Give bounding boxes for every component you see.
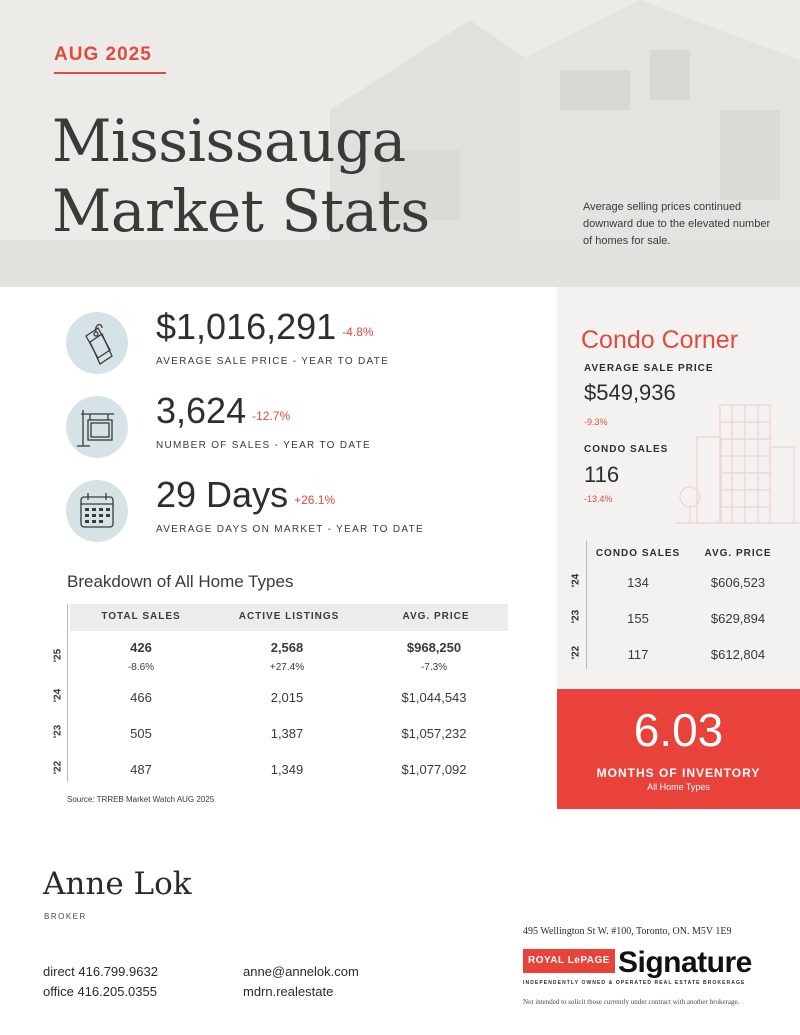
cell-avg-price-change: -7.3% — [420, 662, 448, 673]
stat-change: -12.7% — [252, 409, 291, 423]
column-header-avg-price: AVG. PRICE — [402, 611, 470, 622]
stat-label: AVERAGE DAYS ON MARKET - YEAR TO DATE — [156, 524, 424, 535]
table-header-row — [70, 604, 508, 631]
stat-change: +26.1% — [294, 493, 336, 507]
stat-value: 29 Days +26.1% — [156, 474, 336, 515]
stat-change: -4.8% — [342, 325, 374, 339]
condo-column-header-avg-price: AVG. PRICE — [704, 548, 772, 559]
inventory-label: MONTHS OF INVENTORY — [596, 766, 761, 780]
cell-total-sales-change: -8.6% — [127, 662, 155, 673]
row-year: '24 — [570, 573, 582, 588]
cell-total-sales: 505 — [130, 726, 152, 741]
agent-role: BROKER — [44, 912, 87, 921]
agent-name: Anne Lok — [43, 866, 192, 902]
disclaimer: Not intended to solicit those currently under contract with another brokerage. — [523, 998, 740, 1006]
brokerage-address: 495 Wellington St W. #100, Toronto, ON. M5V 1E9 — [523, 926, 732, 937]
cell-condo-sales: 117 — [627, 647, 649, 662]
cell-condo-avg-price: $629,894 — [710, 611, 766, 626]
cell-condo-sales: 134 — [627, 575, 649, 590]
row-year: '22 — [52, 760, 64, 775]
stat-number-of-sales — [66, 390, 536, 466]
breakdown-title: Breakdown of All Home Types — [67, 572, 294, 591]
row-year: '22 — [570, 645, 582, 660]
months-of-inventory-box — [557, 689, 800, 809]
condo-table-divider — [586, 541, 587, 669]
cell-active-listings: 2,568 — [270, 640, 304, 655]
condo-column-header-sales: CONDO SALES — [595, 548, 681, 559]
market-summary-note: Average selling prices continued downward due to the elevated number of homes for sale. — [583, 201, 771, 247]
cell-condo-sales: 155 — [627, 611, 649, 626]
sale-sign-icon — [66, 396, 128, 458]
stat-average-sale-price — [66, 306, 536, 382]
office-phone-link[interactable]: office 416.205.0355 — [43, 984, 157, 999]
stat-label: NUMBER OF SALES - YEAR TO DATE — [156, 440, 371, 451]
condo-sales-label: CONDO SALES — [584, 444, 669, 455]
cell-avg-price: $1,057,232 — [401, 726, 467, 741]
website-link[interactable]: mdrn.realestate — [243, 984, 334, 999]
page-title — [52, 106, 430, 246]
cell-avg-price: $1,077,092 — [401, 762, 467, 777]
brokerage-logo-name: Signature — [618, 946, 752, 979]
condo-avg-price-change: -9.3% — [584, 417, 608, 427]
title-line-1: Mississauga — [52, 107, 406, 175]
cell-total-sales: 426 — [130, 640, 152, 655]
email-link[interactable]: anne@annelok.com — [243, 964, 359, 979]
cell-total-sales: 466 — [130, 690, 152, 705]
column-header-active-listings: ACTIVE LISTINGS — [238, 611, 340, 622]
cell-total-sales: 487 — [130, 762, 152, 777]
stat-value: 3,624 -12.7% — [156, 390, 291, 431]
title-line-2: Market Stats — [52, 177, 430, 245]
row-year: '23 — [570, 609, 582, 624]
condo-sales-change: -13.4% — [584, 494, 613, 504]
inventory-subtitle: All Home Types — [647, 782, 710, 792]
row-year: '25 — [52, 648, 64, 663]
date-underline — [54, 72, 166, 74]
stat-label: AVERAGE SALE PRICE - YEAR TO DATE — [156, 356, 390, 367]
condo-corner-title: Condo Corner — [581, 326, 739, 354]
cell-condo-avg-price: $612,804 — [710, 647, 766, 662]
data-source-note: Source: TRREB Market Watch AUG 2025 — [67, 795, 215, 804]
brokerage-logo-box: ROYAL LePAGE — [523, 949, 615, 973]
row-year: '23 — [52, 724, 64, 739]
cell-active-listings: 2,015 — [270, 690, 304, 705]
cell-avg-price: $968,250 — [406, 640, 462, 655]
hero-banner — [0, 0, 800, 287]
price-tag-icon — [66, 312, 128, 374]
row-year: '24 — [52, 688, 64, 703]
stat-value: $1,016,291 -4.8% — [156, 306, 374, 347]
cell-avg-price: $1,044,543 — [401, 690, 467, 705]
cell-active-listings: 1,349 — [270, 762, 304, 777]
direct-phone-link[interactable]: direct 416.799.9632 — [43, 964, 158, 979]
stat-days-on-market — [66, 474, 536, 550]
condo-avg-price-label: AVERAGE SALE PRICE — [584, 363, 714, 374]
report-date: AUG 2025 — [54, 44, 152, 65]
condo-sales-value: 116 — [584, 462, 620, 487]
column-header-total-sales: TOTAL SALES — [101, 611, 181, 622]
cell-condo-avg-price: $606,523 — [710, 575, 766, 590]
condo-avg-price-value: $549,936 — [584, 380, 676, 405]
cell-active-listings: 1,387 — [270, 726, 304, 741]
calendar-icon — [66, 480, 128, 542]
cell-active-listings-change: +27.4% — [269, 662, 305, 673]
table-divider — [67, 604, 68, 782]
brokerage-tagline: INDEPENDENTLY OWNED & OPERATED REAL ESTATE BROKERAGE — [523, 980, 746, 986]
inventory-value: 6.03 — [633, 704, 724, 756]
